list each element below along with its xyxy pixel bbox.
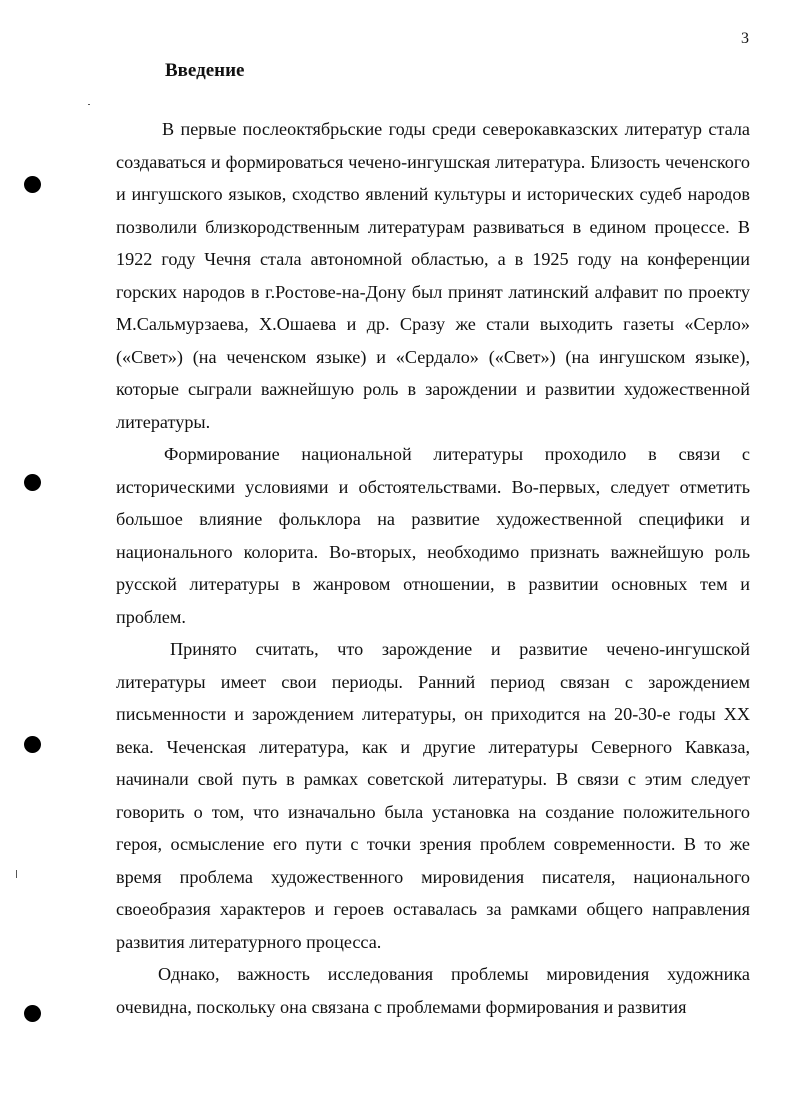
- page-number: 3: [741, 30, 749, 47]
- punch-hole-mark: [24, 474, 41, 491]
- document-body: [116, 113, 750, 1023]
- punch-hole-mark: [24, 736, 41, 753]
- scan-speck: [16, 870, 17, 878]
- punch-hole-mark: [24, 1005, 41, 1022]
- page-title: Введение: [165, 60, 245, 81]
- paragraph: Формирование национальной литературы проходило в связи с историческими условиями и обстоятельствами. Во-первых, следует отметить большое влияние фольклора на развитие художественной специфики и национального колорита. Во-вторых, необходимо признать важнейшую роль русской литературы в жанровом отношении, в развитии основных тем и проблем.: [116, 444, 750, 627]
- paragraph: Однако, важность исследования проблемы мировидения художника очевидна, поскольку она связана с проблемами формирования и развития: [116, 964, 750, 1017]
- scan-speck: [88, 104, 90, 105]
- paragraph: Принято считать, что зарождение и развитие чечено-ингушской литературы имеет свои периоды. Ранний период связан с зарождением письменности и зарождением литературы, он приходится на 20-30-е годы XX века. Чеченская литература, как и другие литературы Северного Кавказа, начинали свой путь в рамках советской литературы. В связи с этим следует говорить о том, что изначально была установка на создание положительного героя, осмысление его пути с точки зрения проблем современности. В то же время проблема художественного мировидения писателя, национального своеобразия характеров и героев оставалась за рамками общего направления развития литературного процесса.: [116, 639, 750, 952]
- paragraph: В первые послеоктябрьские годы среди северокавказских литератур стала создаваться и формироваться чечено-ингушская литература. Близость чеченского и ингушского языков, сходство явлений культуры и исторических судеб народов позволили близкородственным литературам развиваться в едином процессе. В 1922 году Чечня стала автономной областью, а в 1925 году на конференции горских народов в г.Ростове-на-Дону был принят латинский алфавит по проекту М.Сальмурзаева, Х.Ошаева и др. Сразу же стали выходить газеты «Серло» («Свет») (на чеченском языке) и «Сердало» («Свет») (на ингушском языке), которые сыграли важнейшую роль в зарождении и развитии художественной литературы.: [116, 119, 750, 432]
- punch-hole-mark: [24, 176, 41, 193]
